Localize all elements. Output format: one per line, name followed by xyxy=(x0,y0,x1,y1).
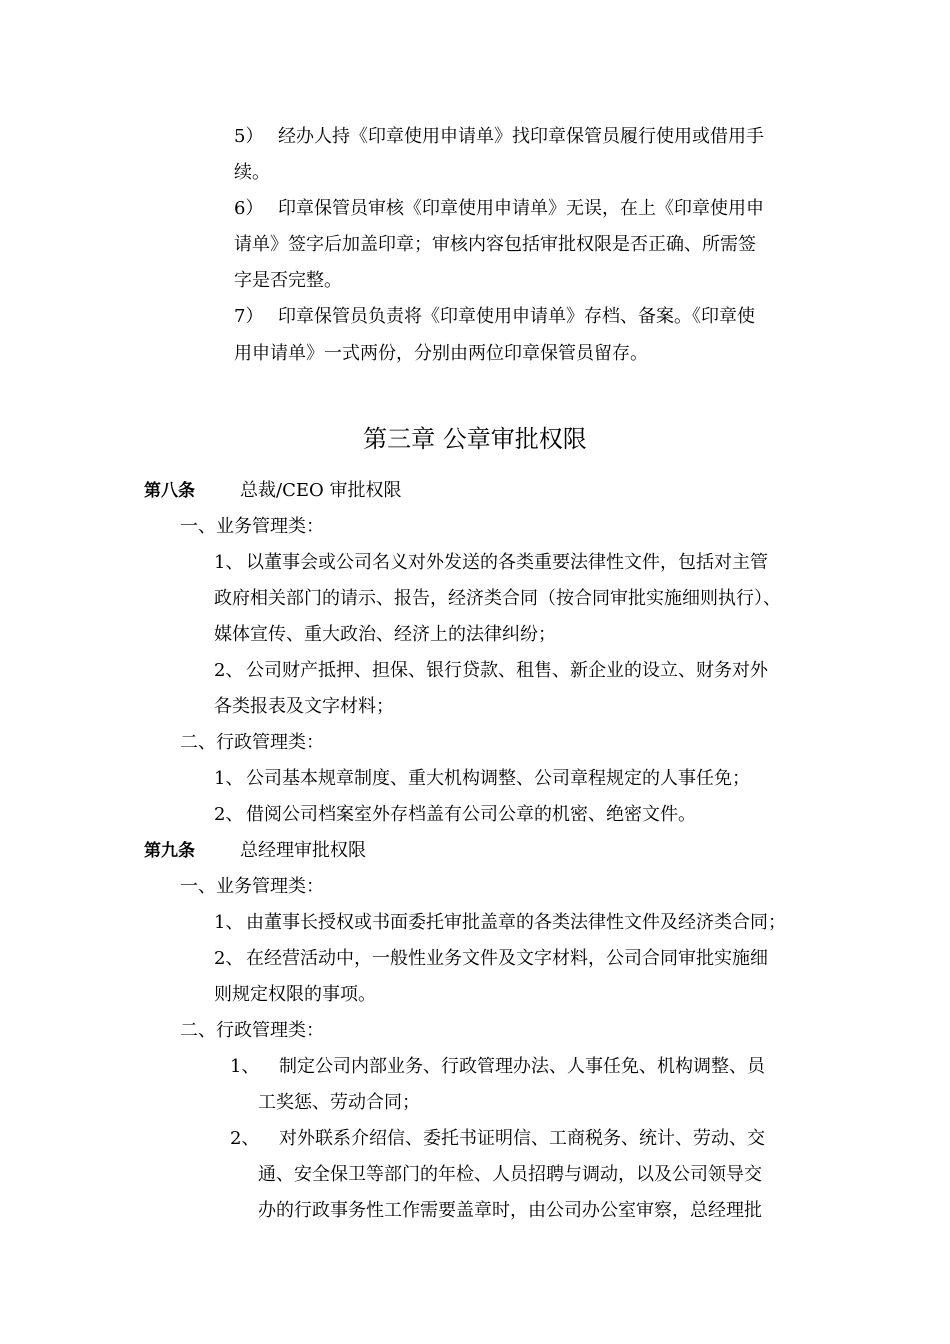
list-item: 2、 在经营活动中，一般性业务文件及文字材料，公司合同审批实施细 xyxy=(214,948,768,969)
list-item: 1、 制定公司内部业务、行政管理办法、人事任免、机构调整、员 xyxy=(230,1056,765,1077)
list-item-cont: 媒体宣传、重大政治、经济上的法律纠纷； xyxy=(214,624,556,645)
list-item: 1、 以董事会或公司名义对外发送的各类重要法律性文件，包括对主管 xyxy=(214,552,768,573)
article-9-heading xyxy=(144,839,366,863)
item-6-line3: 字是否完整。 xyxy=(234,270,342,291)
item-6-line2: 请单》签字后加盖印章；审核内容包括审批权限是否正确、所需签 xyxy=(234,234,756,255)
article-label: 第九条 xyxy=(144,841,195,861)
item-5-line1: 5） 经办人持《印章使用申请单》找印章保管员履行使用或借用手 xyxy=(234,126,764,147)
list-item: 2、 对外联系介绍信、委托书证明信、工商税务、统计、劳动、交 xyxy=(230,1128,765,1149)
chapter-title: 第三章 公章审批权限 xyxy=(363,425,587,453)
list-item-cont: 通、安全保卫等部门的年检、人员招聘与调动，以及公司领导交 xyxy=(258,1164,762,1185)
section-heading: 二、行政管理类： xyxy=(180,732,324,753)
article-label: 第八条 xyxy=(144,481,195,501)
section-heading: 一、业务管理类： xyxy=(180,516,324,537)
item-number: 6） xyxy=(234,198,264,219)
section-heading: 一、业务管理类： xyxy=(180,876,324,897)
article-title: 总裁/CEO 审批权限 xyxy=(240,480,402,501)
item-7-line2: 用申请单》一式两份，分别由两位印章保管员留存。 xyxy=(234,343,648,364)
article-title: 总经理审批权限 xyxy=(240,840,366,861)
list-item: 1、 公司基本规章制度、重大机构调整、公司章程规定的人事任免； xyxy=(214,768,750,789)
list-item-cont: 各类报表及文字材料； xyxy=(214,696,394,717)
list-item-cont: 办的行政事务性工作需要盖章时，由公司办公室审察，总经理批 xyxy=(258,1200,762,1221)
item-number: 7） xyxy=(234,306,264,327)
item-5-line2: 续。 xyxy=(234,162,270,183)
list-item-cont: 政府相关部门的请示、报告，经济类合同（按合同审批实施细则执行）、 xyxy=(214,588,781,609)
item-6-line1: 6） 印章保管员审核《印章使用申请单》无误，在上《印章使用申 xyxy=(234,198,764,219)
section-heading: 二、行政管理类： xyxy=(180,1020,324,1041)
list-item: 2、 借阅公司档案室外存档盖有公司公章的机密、绝密文件。 xyxy=(214,804,696,825)
article-8-heading xyxy=(144,479,401,503)
list-item: 1、 由董事长授权或书面委托审批盖章的各类法律性文件及经济类合同； xyxy=(214,912,786,933)
list-item: 2、 公司财产抵押、担保、银行贷款、租售、新企业的设立、财务对外 xyxy=(214,660,768,681)
list-item-cont: 则规定权限的事项。 xyxy=(214,984,376,1005)
list-item-cont: 工奖惩、劳动合同； xyxy=(258,1092,420,1113)
item-number: 5） xyxy=(234,126,264,147)
item-7-line1: 7） 印章保管员负责将《印章使用申请单》存档、备案。《印章使 xyxy=(234,306,755,327)
